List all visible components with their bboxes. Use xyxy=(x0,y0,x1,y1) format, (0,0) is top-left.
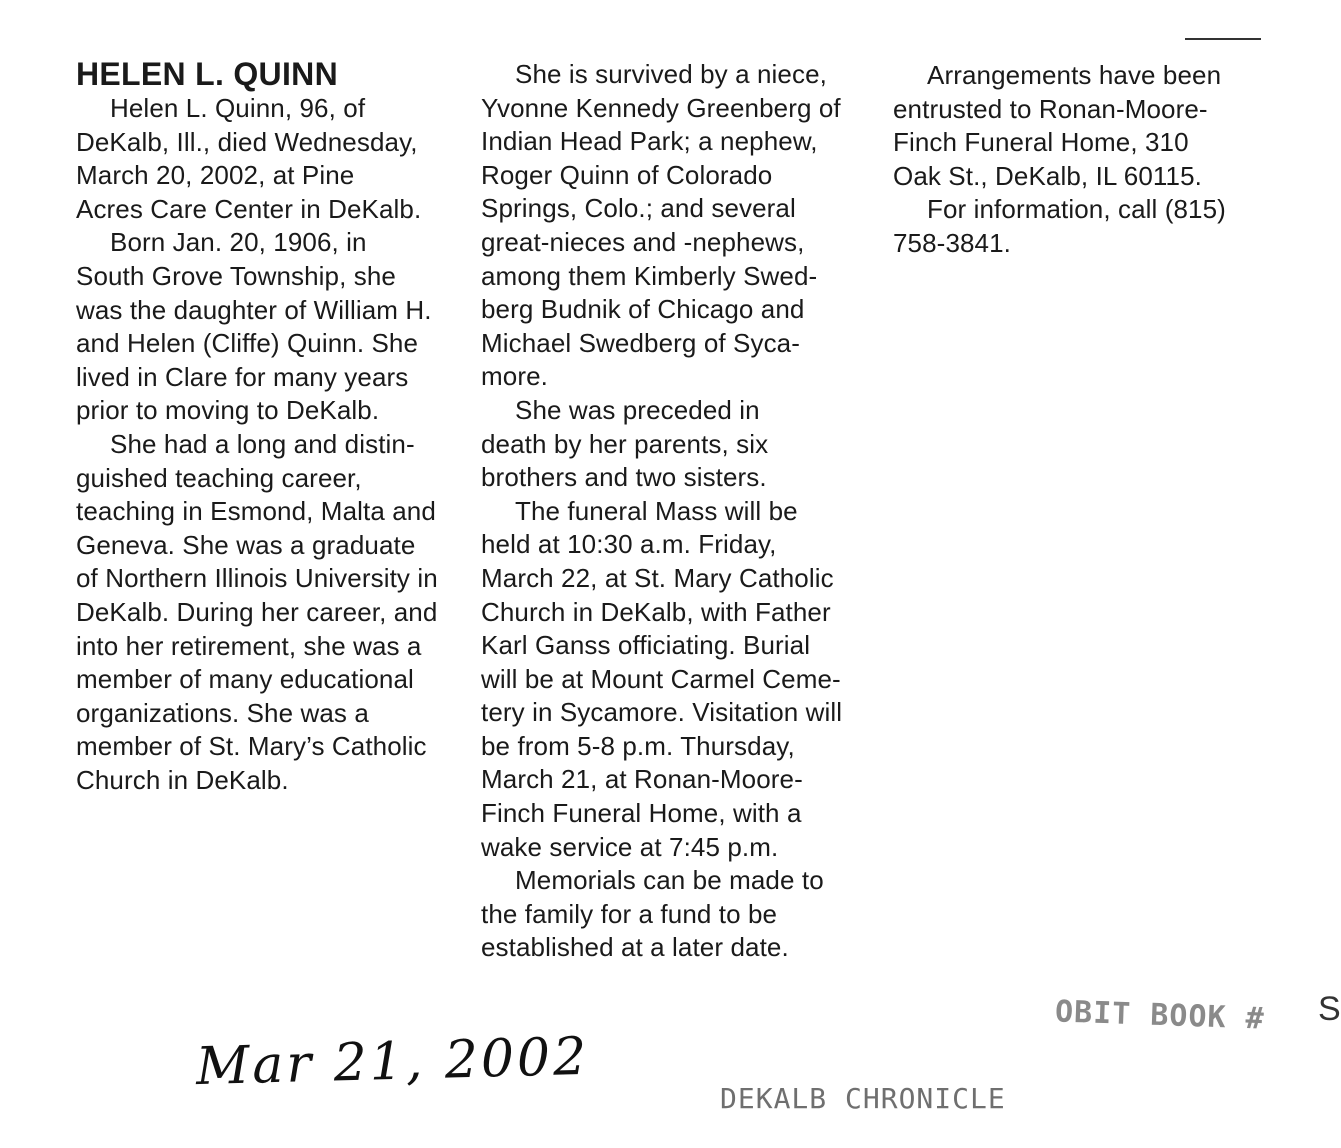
obituary-text-line: tery in Sycamore. Visitation will xyxy=(481,697,843,728)
obituary-text-line: into her retirement, she was a xyxy=(76,630,422,661)
obituary-column-1 xyxy=(76,56,456,797)
obituary-text-line: more. xyxy=(481,361,548,392)
obituary-headline: HELEN L. QUINN xyxy=(76,56,338,92)
obituary-text-line: will be at Mount Carmel Ceme- xyxy=(481,663,841,694)
column-2-lines xyxy=(481,58,861,965)
obituary-text-line: Church in DeKalb. xyxy=(76,764,289,795)
obituary-text-line: prior to moving to DeKalb. xyxy=(76,395,380,426)
obituary-text-line: lived in Clare for many years xyxy=(76,361,409,392)
obituary-text-line: She is survived by a niece, xyxy=(515,59,827,89)
obituary-text-line: member of many educational xyxy=(76,664,414,695)
obituary-text-line: March 22, at St. Mary Catholic xyxy=(481,562,834,593)
obituary-text-line: 758-3841. xyxy=(893,227,1012,258)
obituary-text-line: organizations. She was a xyxy=(76,697,369,728)
obituary-text-line: entrusted to Ronan-Moore- xyxy=(893,93,1208,124)
obituary-text-line: established at a later date. xyxy=(481,932,789,963)
obituary-text-line: Helen L. Quinn, 96, of xyxy=(110,93,366,123)
obituary-text-line: and Helen (Cliffe) Quinn. She xyxy=(76,328,419,359)
obituary-text-line: Oak St., DeKalb, IL 60115. xyxy=(893,160,1203,191)
obituary-text-line: guished teaching career, xyxy=(76,462,362,493)
obituary-text-line: Yvonne Kennedy Greenberg of xyxy=(481,92,841,123)
obituary-text-line: South Grove Township, she xyxy=(76,260,396,291)
obituary-text-line: Springs, Colo.; and several xyxy=(481,193,796,224)
obituary-text-line: Acres Care Center in DeKalb. xyxy=(76,193,422,224)
obituary-text-line: Memorials can be made to xyxy=(515,865,824,896)
obituary-text-line: great-nieces and -nephews, xyxy=(481,226,805,257)
newspaper-name-stamp: DEKALB CHRONICLE xyxy=(720,1082,1006,1115)
obituary-text-line: She had a long and distin- xyxy=(110,428,415,459)
obituary-text-line: Finch Funeral Home, with a xyxy=(481,798,802,829)
obituary-text-line: held at 10:30 a.m. Friday, xyxy=(481,529,777,560)
obituary-text-line: For information, call (815) xyxy=(927,194,1226,225)
obituary-text-line: Born Jan. 20, 1906, in xyxy=(110,227,367,258)
column-1-lines xyxy=(76,92,456,797)
obit-book-stamp: OBIT BOOK # xyxy=(1054,994,1266,1037)
obituary-column-2 xyxy=(481,58,861,965)
obituary-text-line: berg Budnik of Chicago and xyxy=(481,294,805,325)
obituary-text-line: was the daughter of William H. xyxy=(76,294,432,325)
obit-book-number: S xyxy=(1318,990,1341,1028)
obituary-text-line: brothers and two sisters. xyxy=(481,462,767,493)
obituary-text-line: DeKalb. During her career, and xyxy=(76,596,438,627)
top-rule xyxy=(1185,38,1261,40)
obituary-text-line: Indian Head Park; a nephew, xyxy=(481,126,818,157)
obituary-text-line: the family for a fund to be xyxy=(481,898,778,929)
obituary-text-line: Karl Ganss officiating. Burial xyxy=(481,630,811,661)
obituary-text-line: DeKalb, Ill., died Wednesday, xyxy=(76,126,418,157)
obituary-text-line: Geneva. She was a graduate xyxy=(76,529,416,560)
obituary-text-line: The funeral Mass will be xyxy=(515,495,798,526)
obituary-text-line: Church in DeKalb, with Father xyxy=(481,596,831,627)
column-3-lines xyxy=(893,59,1273,261)
obituary-text-line: be from 5-8 p.m. Thursday, xyxy=(481,730,795,761)
obituary-text-line: wake service at 7:45 p.m. xyxy=(481,831,779,862)
obituary-text-line: March 21, at Ronan-Moore- xyxy=(481,764,803,795)
obituary-text-line: Arrangements have been xyxy=(927,60,1222,90)
obituary-text-line: Finch Funeral Home, 310 xyxy=(893,127,1189,158)
handwritten-date: Mar 21, 2002 xyxy=(195,1026,590,1098)
obituary-column-3 xyxy=(893,59,1273,261)
obituary-text-line: March 20, 2002, at Pine xyxy=(76,160,355,191)
obituary-text-line: among them Kimberly Swed- xyxy=(481,260,818,291)
obituary-text-line: Roger Quinn of Colorado xyxy=(481,159,773,190)
obituary-text-line: member of St. Mary’s Catholic xyxy=(76,731,427,762)
obituary-text-line: of Northern Illinois University in xyxy=(76,563,438,594)
obituary-text-line: teaching in Esmond, Malta and xyxy=(76,496,436,527)
obituary-text-line: death by her parents, six xyxy=(481,428,769,459)
obituary-text-line: She was preceded in xyxy=(515,394,760,425)
obituary-text-line: Michael Swedberg of Syca- xyxy=(481,327,800,358)
